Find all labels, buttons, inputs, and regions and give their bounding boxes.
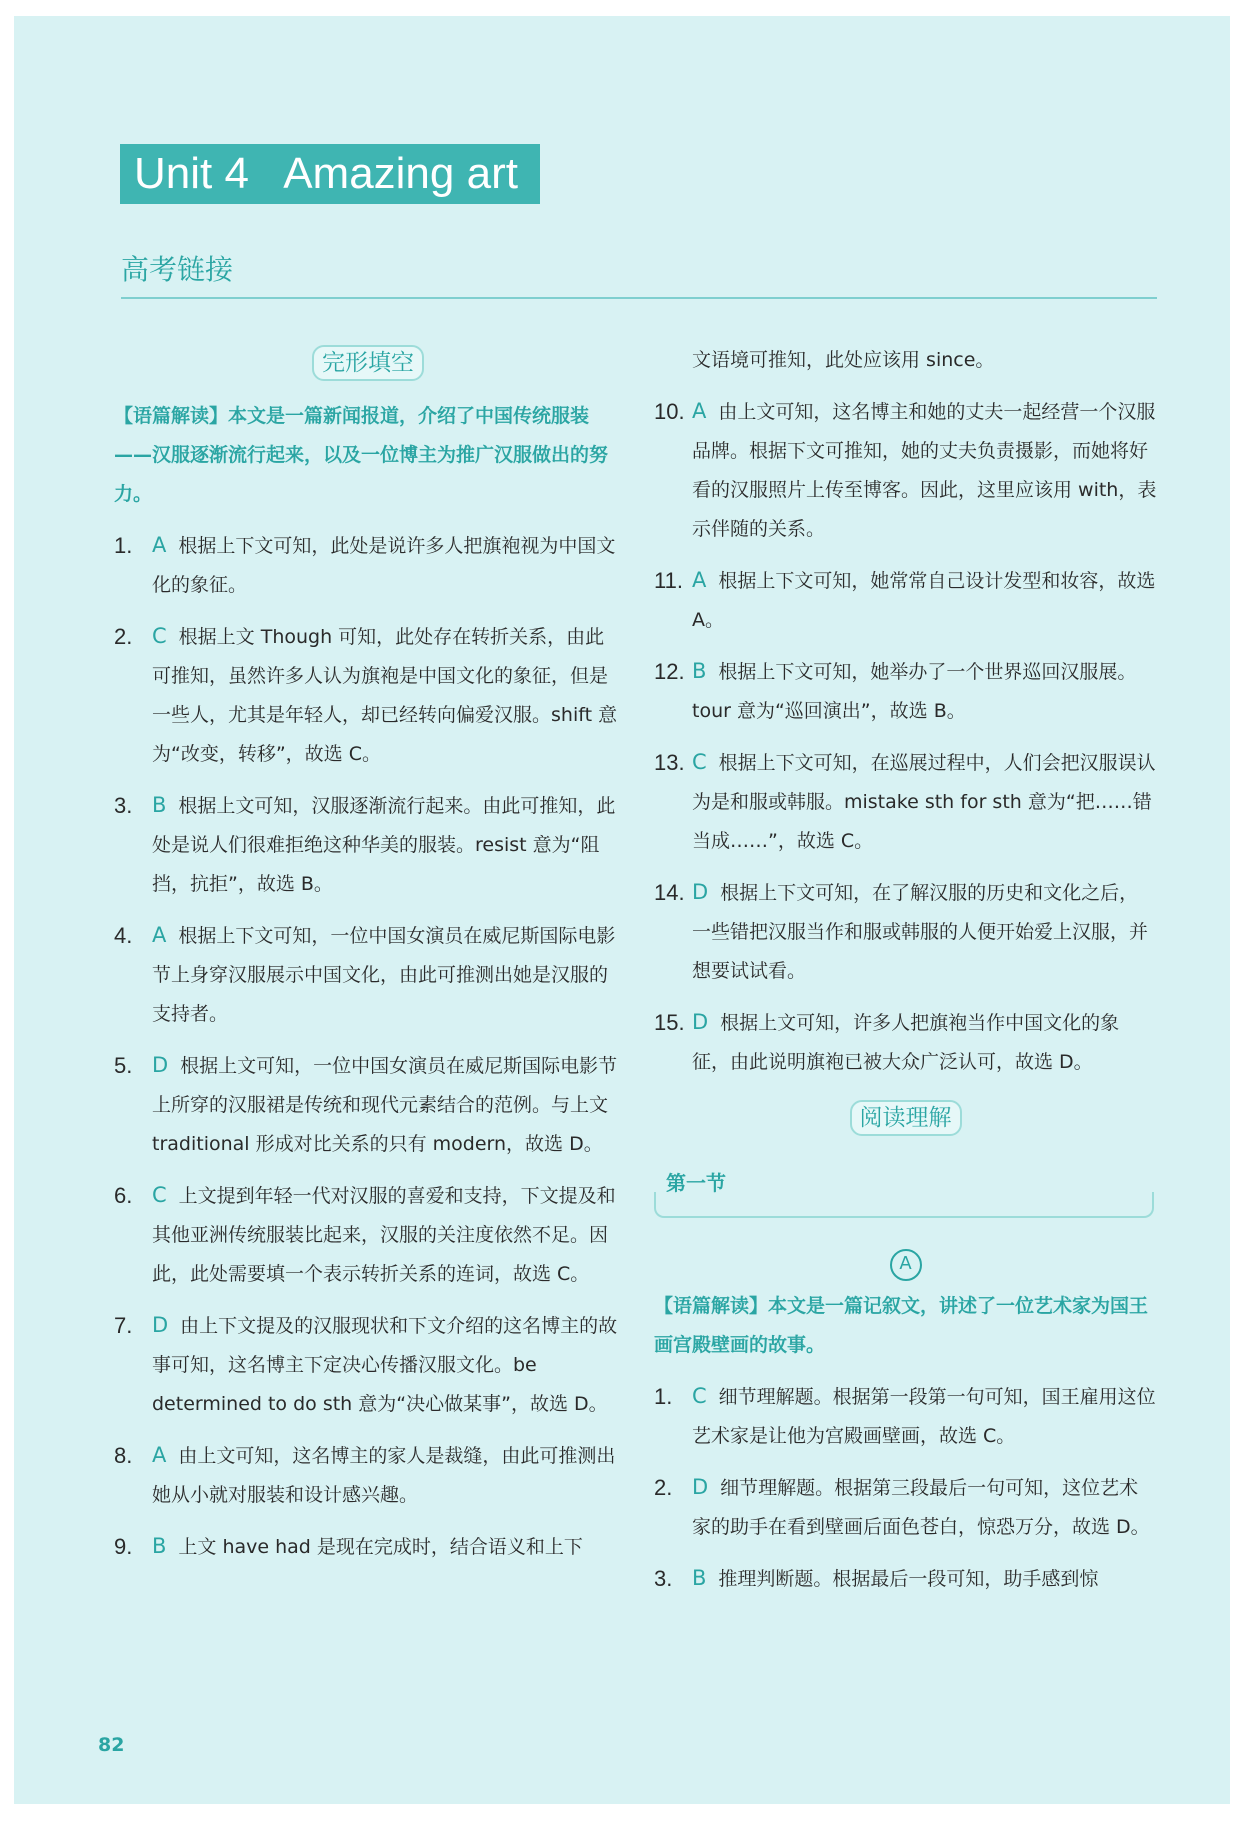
answer-item [114, 1176, 622, 1294]
answer-item [114, 526, 622, 605]
section-title: 高考链接 [121, 253, 234, 286]
answer-item [654, 561, 1157, 640]
explanation-text: 根据上文 Though 可知，此处存在转折关系，由此可推知，虽然许多人认为旗袍是中国文化的象征，但是一些人，尤其是年轻人，却已经转向偏爱汉服。shift 意为“改变，转移”，故选 C。 [152, 626, 618, 765]
explanation-text: 根据上下文可知，她举办了一个世界巡回汉服展。tour 意为“巡回演出”，故选 B。 [692, 661, 1137, 722]
item-explanation [692, 1377, 1157, 1456]
item-number: 7. [114, 1313, 133, 1338]
item-number: 2. [654, 1475, 673, 1500]
explanation-text: 上文提到年轻一代对汉服的喜爱和支持，下文提及和其他亚洲传统服装比起来，汉服的关注度依然不足。因此，此处需要填一个表示转折关系的连词，故选 C。 [152, 1185, 616, 1285]
item-explanation [152, 916, 622, 1034]
item-number: 6. [114, 1183, 133, 1208]
item-number: 8. [114, 1443, 133, 1468]
subsection-bracket [654, 1192, 1154, 1218]
answer-letter: C [152, 1183, 167, 1207]
section-divider [121, 297, 1157, 299]
answer-letter: B [692, 1566, 707, 1590]
cloze-intro: 【语篇解读】本文是一篇新闻报道，介绍了中国传统服装——汉服逐渐流行起来，以及一位博主为推广汉服做出的努力。 [114, 405, 609, 505]
item-explanation [692, 743, 1157, 861]
cloze-answer-list [114, 526, 622, 1567]
answer-letter: D [152, 1053, 169, 1077]
item-explanation [692, 1468, 1157, 1547]
answer-item [654, 873, 1157, 991]
answer-letter: D [692, 1010, 709, 1034]
answer-letter: A [152, 1443, 167, 1467]
item-number: 10. [654, 399, 685, 424]
answer-letter: A [152, 923, 167, 947]
explanation-text: 根据上下文可知，此处是说许多人把旗袍视为中国文化的象征。 [152, 535, 616, 596]
item-number: 2. [114, 624, 133, 649]
right-column [654, 341, 1157, 1611]
explanation-text: 由上文可知，这名博主和她的丈夫一起经营一个汉服品牌。根据下文可推知，她的丈夫负责摄影，而她将好看的汉服照片上传至博客。因此，这里应该用 with，表示伴随的关系。 [692, 401, 1157, 540]
explanation-text: 根据上下文可知，在巡展过程中，人们会把汉服误认为是和服或韩服。mistake sth for sth 意为“把……错当成……”，故选 C。 [692, 752, 1156, 852]
item-number: 14. [654, 880, 685, 905]
answer-item [114, 1527, 622, 1567]
item-explanation [152, 617, 622, 774]
item-number: 3. [654, 1566, 673, 1591]
explanation-text: 根据上下文可知，一位中国女演员在威尼斯国际电影节上身穿汉服展示中国文化，由此可推测出她是汉服的支持者。 [152, 925, 616, 1025]
cloze-answer-list-continued [654, 392, 1157, 1082]
explanation-text: 由上下文提及的汉服现状和下文介绍的这名博主的故事可知，这名博主下定决心传播汉服文化。be determined to do sth 意为“决心做某事”，故选 D。 [152, 1315, 618, 1415]
item-explanation [692, 561, 1157, 640]
item-explanation [692, 392, 1157, 549]
passage-letter-badge: A [890, 1249, 922, 1281]
answer-item [654, 1003, 1157, 1082]
answer-item [654, 652, 1157, 731]
answer-item [114, 916, 622, 1034]
item-explanation [152, 1436, 622, 1515]
item-explanation [152, 1527, 622, 1567]
reading-intro: 【语篇解读】本文是一篇记叙文，讲述了一位艺术家为国王画宫殿壁画的故事。 [654, 1295, 1149, 1356]
answer-letter: D [152, 1313, 169, 1337]
left-column [114, 341, 622, 1579]
item-number: 5. [114, 1053, 133, 1078]
item-explanation [152, 1046, 622, 1164]
cloze-tag: 完形填空 [312, 345, 424, 381]
answer-letter: C [692, 750, 707, 774]
explanation-text: 细节理解题。根据第一段第一句可知，国王雇用这位艺术家是让他为宫殿画壁画，故选 C。 [692, 1386, 1156, 1447]
explanation-text: 根据上文可知，一位中国女演员在威尼斯国际电影节上所穿的汉服裙是传统和现代元素结合的范例。与上文 traditional 形成对比关系的只有 modern，故选 D。 [152, 1055, 618, 1155]
item-number: 13. [654, 750, 685, 775]
answer-letter: C [692, 1384, 707, 1408]
answer-item [654, 1377, 1157, 1456]
answer-item [654, 1468, 1157, 1547]
item-number: 1. [654, 1384, 673, 1409]
answer-letter: D [692, 1475, 709, 1499]
item-number: 15. [654, 1010, 685, 1035]
answer-item [654, 392, 1157, 549]
item-number: 12. [654, 659, 685, 684]
answer-letter: A [152, 533, 167, 557]
item-explanation [152, 526, 622, 605]
answer-letter: B [152, 793, 167, 817]
explanation-text: 上文 have had 是现在完成时，结合语义和上下 [178, 1536, 583, 1558]
item-number: 3. [114, 793, 133, 818]
explanation-text: 根据上文可知，许多人把旗袍当作中国文化的象征，由此说明旗袍已被大众广泛认可，故选 D。 [692, 1012, 1120, 1073]
item-explanation [152, 1176, 622, 1294]
explanation-text: 推理判断题。根据最后一段可知，助手感到惊 [718, 1568, 1099, 1590]
item-number: 4. [114, 923, 133, 948]
page-number: 82 [98, 1734, 125, 1756]
reading-tag: 阅读理解 [850, 1100, 962, 1136]
explanation-text: 根据上下文可知，她常常自己设计发型和妆容，故选 A。 [692, 570, 1156, 631]
answer-item [654, 1559, 1157, 1599]
reading-answer-list [654, 1377, 1157, 1599]
item-explanation [152, 786, 622, 904]
subsection-label: 第一节 [666, 1171, 726, 1195]
explanation-text: 细节理解题。根据第三段最后一句可知，这位艺术家的助手在看到壁画后面色苍白，惊恐万分，故选 D。 [692, 1477, 1150, 1538]
answer-item [114, 1306, 622, 1424]
item-number: 1. [114, 533, 133, 558]
answer-item [114, 1046, 622, 1164]
item-explanation [152, 1306, 622, 1424]
item-explanation [692, 1559, 1157, 1599]
item-number: 11. [654, 568, 683, 593]
answer-item [114, 1436, 622, 1515]
answer-letter: B [692, 659, 707, 683]
answer-letter: C [152, 624, 167, 648]
answer-item [654, 743, 1157, 861]
item-number: 9. [114, 1534, 133, 1559]
item-explanation [692, 1003, 1157, 1082]
answer-letter: A [692, 399, 707, 423]
answer-item [114, 617, 622, 774]
answer-letter: A [692, 568, 707, 592]
answer-letter: D [692, 880, 709, 904]
answer-item [114, 786, 622, 904]
item-explanation [692, 873, 1157, 991]
explanation-text: 根据上下文可知，在了解汉服的历史和文化之后，一些错把汉服当作和服或韩服的人便开始爱上汉服，并想要试试看。 [692, 882, 1149, 982]
explanation-text: 根据上文可知，汉服逐渐流行起来。由此可推知，此处是说人们很难拒绝这种华美的服装。resist 意为“阻挡，抗拒”，故选 B。 [152, 795, 616, 895]
unit-title: Unit 4 Amazing art [120, 144, 540, 204]
explanation-text: 由上文可知，这名博主的家人是裁缝，由此可推测出她从小就对服装和设计感兴趣。 [152, 1445, 616, 1506]
continuation-text: 文语境可推知，此处应该用 since。 [692, 349, 995, 371]
subsection-header [654, 1164, 1157, 1210]
page [14, 16, 1230, 1804]
item-explanation [692, 652, 1157, 731]
answer-letter: B [152, 1534, 167, 1558]
